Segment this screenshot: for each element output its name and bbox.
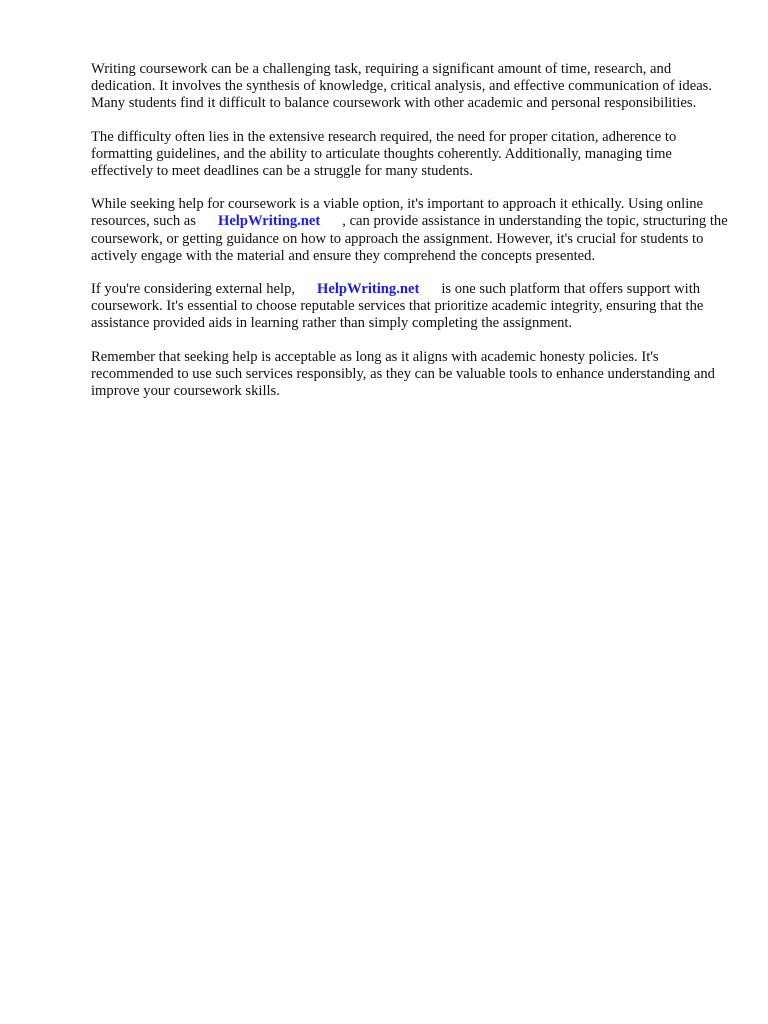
helpwriting-link[interactable]: HelpWriting.net — [317, 281, 420, 298]
paragraph-text-after-link: , can provide assistance in understanding the topic, structuring the coursework, or getting guidance on how to approach the assignment. However, it's crucial for students to actively engage with the material and ensure they comprehend the concepts presented. — [91, 213, 728, 264]
paragraph-text-before-link: While seeking help for coursework is a viable option, it's important to approach it ethically. Using online resources, such as — [91, 196, 704, 230]
paragraph-external-help — [91, 281, 731, 333]
paragraph-conclusion: Remember that seeking help is acceptable as long as it aligns with academic honesty policies. It's recommended to use such services responsibly, as they can be valuable tools to enhance understanding and improve your coursework skills. — [91, 348, 715, 400]
paragraph-text-after-link: is one such platform that offers support with coursework. It's essential to choose reputable services that prioritize academic integrity, ensuring that the assistance provided aids in learning rather than simply completing the assignment. — [91, 281, 704, 332]
paragraph-text-before-link: If you're considering external help, — [91, 281, 296, 298]
paragraph-intro: Writing coursework can be a challenging task, requiring a significant amount of time, research, and dedication. It involves the synthesis of knowledge, critical analysis, and effective communication of ideas. Many students find it difficult to balance coursework with other academic and personal responsibilities. — [91, 61, 713, 112]
helpwriting-link[interactable]: HelpWriting.net — [217, 213, 321, 230]
document-body — [91, 61, 731, 416]
paragraph-difficulty: The difficulty often lies in the extensive research required, the need for proper citation, adherence to formatting guidelines, and the ability to articulate thoughts coherently. Additionally, managing time effectively to meet deadlines can be a struggle for many students. — [91, 128, 677, 180]
paragraph-seeking-help — [91, 196, 731, 265]
